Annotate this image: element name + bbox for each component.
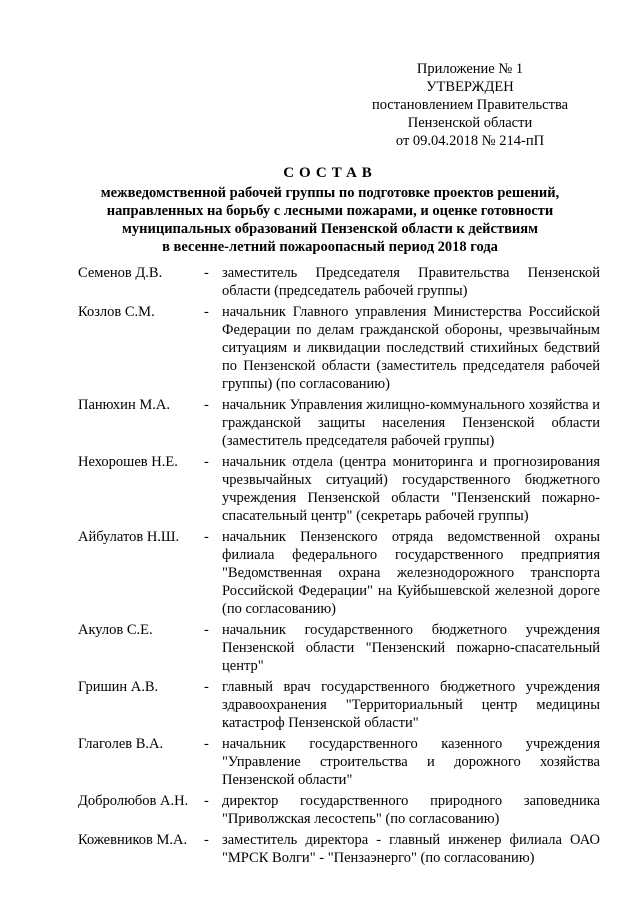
member-role: начальник отдела (центра мониторинга и прогнозирования чрезвычайных ситуаций) государственного бюджетного учреждения Пензенской области "Пензенский пожарно-спасательный центр" (секретарь рабочей группы) [222, 454, 600, 524]
member-dash: - [204, 454, 209, 470]
member-dash: - [204, 832, 209, 848]
member-role: начальник государственного казенного учреждения "Управление строительства и дорожного хозяйства Пензенской области" [222, 736, 600, 788]
members-list [78, 264, 600, 870]
member-dash: - [204, 736, 209, 752]
list-item [78, 303, 600, 393]
member-dash: - [204, 265, 209, 281]
subtitle-line: муниципальных образований Пензенской области к действиям [122, 221, 538, 237]
approval-block [350, 60, 590, 150]
member-name: Кожевников М.А. [78, 832, 188, 848]
document-title [60, 164, 600, 256]
member-name: Акулов С.Е. [78, 622, 153, 638]
member-dash: - [204, 622, 209, 638]
list-item [78, 528, 600, 618]
member-role: начальник Управления жилищно-коммунального хозяйства и гражданской защиты населения Пензенской области (заместитель председателя рабочей группы) [222, 397, 600, 449]
member-name: Козлов С.М. [78, 304, 155, 320]
member-dash: - [204, 793, 209, 809]
member-role: заместитель Председателя Правительства Пензенской области (председатель рабочей группы) [222, 265, 600, 299]
member-dash: - [204, 529, 209, 545]
member-role: главный врач государственного бюджетного учреждения здравоохранения "Территориальный центр медицины катастроф Пензенской области" [222, 679, 600, 731]
subtitle-line: направленных на борьбу с лесными пожарами, и оценке готовности [106, 203, 554, 219]
list-item [78, 792, 600, 828]
list-item [78, 621, 600, 675]
approved-label: УТВЕРЖДЕН [426, 79, 514, 95]
member-name: Гришин А.В. [78, 679, 159, 695]
member-name: Семенов Д.В. [78, 265, 163, 281]
list-item [78, 831, 600, 867]
approved-by: постановлением Правительства [371, 97, 569, 113]
list-item [78, 735, 600, 789]
member-role: начальник государственного бюджетного учреждения Пензенской области "Пензенский пожарно-спасательный центр" [222, 622, 600, 674]
approved-date: от 09.04.2018 № 214-пП [395, 133, 545, 149]
member-role: заместитель директора - главный инженер филиала ОАО "МРСК Волги" - "Пензаэнерго" (по согласованию) [222, 832, 600, 866]
member-role: начальник Пензенского отряда ведомственной охраны филиала федерального государственного предприятия "Ведомственная охрана железнодорожного транспорта Российской Федерации" на Куйбышевской железной дороге (по согласованию) [222, 529, 600, 617]
subtitle-line: межведомственной рабочей группы по подготовке проектов решений, [100, 185, 560, 201]
list-item [78, 678, 600, 732]
member-role: начальник Главного управления Министерства Российской Федерации по делам гражданской обороны, чрезвычайным ситуациям и ликвидации последствий стихийных бедствий по Пензенской области (заместитель председателя рабочей группы) (по согласованию) [222, 304, 600, 392]
member-name: Айбулатов Н.Ш. [78, 529, 180, 545]
member-name: Добролюбов А.Н. [78, 793, 189, 809]
list-item [78, 453, 600, 525]
member-name: Нехорошев Н.Е. [78, 454, 178, 470]
page-title: СОСТАВ [283, 165, 377, 181]
subtitle-line: в весенне-летний пожароопасный период 2018 года [162, 239, 498, 255]
member-dash: - [204, 679, 209, 695]
approved-region: Пензенской области [407, 115, 533, 131]
appendix-number: Приложение № 1 [416, 61, 524, 77]
member-dash: - [204, 304, 209, 320]
member-name: Глаголев В.А. [78, 736, 164, 752]
member-name: Панюхин М.А. [78, 397, 170, 413]
member-role: директор государственного природного заповедника "Приволжская лесостепь" (по согласованию) [222, 793, 600, 827]
member-dash: - [204, 397, 209, 413]
list-item [78, 264, 600, 300]
list-item [78, 396, 600, 450]
